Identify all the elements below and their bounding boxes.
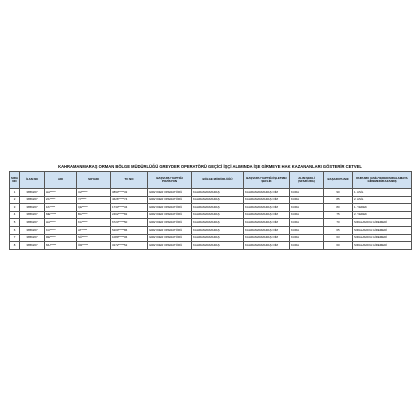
cell-tc-no: 1733*****34: [111, 204, 148, 212]
cell-pozisyon: GREYDER OPERATÖRÜ: [148, 211, 192, 219]
table-row: [10, 226, 412, 234]
cell-sira-no: 8: [10, 242, 20, 250]
cell-durumu: 2. ASİL: [353, 196, 412, 204]
cell-pozisyon: GREYDER OPERATÖRÜ: [148, 189, 192, 197]
header-durumu: DURUMU (ASİL/YEDEK/SIRALAMAYA GİREMEDİ/KAZANDI): [353, 172, 412, 189]
header-basari-puani: BAŞARI PUANI: [324, 172, 353, 189]
header-bolge-mudurlugu: BÖLGE MÜDÜRLÜĞÜ: [192, 172, 244, 189]
cell-soyadi: ÇE*****: [77, 204, 111, 212]
cell-pozisyon: GREYDER OPERATÖRÜ: [148, 226, 192, 234]
cell-isletme-seflik: KAHRAMANMARAŞ OİM: [244, 234, 290, 242]
cell-adi: KU*****: [45, 226, 77, 234]
table-row: [10, 211, 412, 219]
cell-soyadi: ÖR*****: [77, 242, 111, 250]
cell-alim-sekli: KURA: [290, 204, 324, 212]
table-header-row: [10, 172, 412, 189]
cell-alim-sekli: KURA: [290, 234, 324, 242]
cell-ilan-no: 3856267: [20, 242, 45, 250]
cell-tc-no: 3893*****32: [111, 189, 148, 197]
cell-sira-no: 4: [10, 211, 20, 219]
cell-durumu: 1. YEDEK: [353, 204, 412, 212]
cell-pozisyon: GREYDER OPERATÖRÜ: [148, 219, 192, 227]
cell-bolge-mudurlugu: KAHRAMANMARAŞ: [192, 242, 244, 250]
cell-bolge-mudurlugu: KAHRAMANMARAŞ: [192, 196, 244, 204]
cell-basari-puani: 85: [324, 196, 353, 204]
cell-durumu: SIRALAMAYA GİREMEDİ: [353, 219, 412, 227]
cell-ilan-no: 3856267: [20, 211, 45, 219]
cell-bolge-mudurlugu: KAHRAMANMARAŞ: [192, 211, 244, 219]
cell-adi: RE*****: [45, 234, 77, 242]
header-alim-sekli: ALIM ŞEKLİ (SFS/KURA): [290, 172, 324, 189]
cell-basari-puani: 70: [324, 219, 353, 227]
cell-sira-no: 5: [10, 219, 20, 227]
document-title: KAHRAMANMARAŞ ORMAN BÖLGE MÜDÜRLÜĞÜ GREYDER OPERATÖRÜ GEÇİCİ İŞÇİ ALIMINDA İŞE GİRMEYE HAK KAZANANLARI GÖSTERİR CETVEL: [58, 164, 362, 169]
cell-adi: FA*****: [45, 204, 77, 212]
cell-isletme-seflik: KAHRAMANMARAŞ OİM: [244, 219, 290, 227]
cell-soyadi: SÜ*****: [77, 234, 111, 242]
cell-adi: ZA*****: [45, 196, 77, 204]
cell-pozisyon: GREYDER OPERATÖRÜ: [148, 204, 192, 212]
table-row: [10, 219, 412, 227]
cell-isletme-seflik: KAHRAMANMARAŞ OİM: [244, 196, 290, 204]
cell-tc-no: 2462*****82: [111, 211, 148, 219]
cell-durumu: 2. YEDEK: [353, 211, 412, 219]
cell-alim-sekli: KURA: [290, 219, 324, 227]
cell-soyadi: KA*****: [77, 219, 111, 227]
cell-basari-puani: 80: [324, 204, 353, 212]
cell-soyadi: AT*****: [77, 226, 111, 234]
cell-isletme-seflik: KAHRAMANMARAŞ OİM: [244, 226, 290, 234]
cell-durumu: SIRALAMAYA GİREMEDİ: [353, 242, 412, 250]
cell-adi: MU*****: [45, 242, 77, 250]
cell-alim-sekli: KURA: [290, 211, 324, 219]
cell-bolge-mudurlugu: KAHRAMANMARAŞ: [192, 234, 244, 242]
header-soyadi: SOYADI: [77, 172, 111, 189]
header-sira-no: SIRA NO: [10, 172, 20, 189]
cell-tc-no: 3272*****52: [111, 242, 148, 250]
cell-tc-no: 6723*****50: [111, 219, 148, 227]
cell-pozisyon: GREYDER OPERATÖRÜ: [148, 234, 192, 242]
cell-basari-puani: 63: [324, 234, 353, 242]
cell-alim-sekli: KURA: [290, 196, 324, 204]
cell-soyadi: BA*****: [77, 211, 111, 219]
cell-sira-no: 7: [10, 234, 20, 242]
header-ilan-no: İLAN NO: [20, 172, 45, 189]
cell-adi: HA*****: [45, 219, 77, 227]
header-isletme-seflik: BAŞVURU YAPTIĞI İŞLETME/ŞEFLİK: [244, 172, 290, 189]
cell-pozisyon: GREYDER OPERATÖRÜ: [148, 196, 192, 204]
cell-ilan-no: 3856267: [20, 226, 45, 234]
cell-tc-no: 4626*****74: [111, 196, 148, 204]
results-sheet: [9, 164, 411, 250]
cell-ilan-no: 3856267: [20, 196, 45, 204]
table-row: [10, 234, 412, 242]
cell-alim-sekli: KURA: [290, 242, 324, 250]
cell-sira-no: 3: [10, 204, 20, 212]
cell-bolge-mudurlugu: KAHRAMANMARAŞ: [192, 219, 244, 227]
header-pozisyon: BAŞVURU YAPTIĞI POZİSYON: [148, 172, 192, 189]
cell-adi: HA*****: [45, 189, 77, 197]
cell-isletme-seflik: KAHRAMANMARAŞ OİM: [244, 204, 290, 212]
cell-basari-puani: 75: [324, 211, 353, 219]
cell-bolge-mudurlugu: KAHRAMANMARAŞ: [192, 189, 244, 197]
cell-durumu: SIRALAMAYA GİREMEDİ: [353, 226, 412, 234]
cell-alim-sekli: KURA: [290, 226, 324, 234]
cell-durumu: 1. ASİL: [353, 189, 412, 197]
cell-ilan-no: 3856267: [20, 189, 45, 197]
cell-soyadi: UZ*****: [77, 189, 111, 197]
cell-pozisyon: GREYDER OPERATÖRÜ: [148, 242, 192, 250]
cell-basari-puani: 90: [324, 189, 353, 197]
cell-sira-no: 6: [10, 226, 20, 234]
table-row: [10, 189, 412, 197]
header-adi: ADI: [45, 172, 77, 189]
cell-bolge-mudurlugu: KAHRAMANMARAŞ: [192, 226, 244, 234]
cell-isletme-seflik: KAHRAMANMARAŞ OİM: [244, 189, 290, 197]
cell-basari-puani: 65: [324, 226, 353, 234]
cell-sira-no: 1: [10, 189, 20, 197]
header-tc-no: TC NO: [111, 172, 148, 189]
cell-ilan-no: 3856267: [20, 234, 45, 242]
cell-soyadi: YI*****: [77, 196, 111, 204]
cell-tc-no: 1089*****06: [111, 234, 148, 242]
cell-ilan-no: 3856267: [20, 219, 45, 227]
table-row: [10, 242, 412, 250]
cell-isletme-seflik: KAHRAMANMARAŞ OİM: [244, 242, 290, 250]
table-row: [10, 204, 412, 212]
cell-alim-sekli: KURA: [290, 189, 324, 197]
cell-bolge-mudurlugu: KAHRAMANMARAŞ: [192, 204, 244, 212]
results-table: [9, 171, 412, 250]
cell-ilan-no: 3856267: [20, 204, 45, 212]
cell-tc-no: 5200*****86: [111, 226, 148, 234]
cell-adi: ME*****: [45, 211, 77, 219]
table-row: [10, 196, 412, 204]
table-body: [10, 189, 412, 250]
cell-sira-no: 2: [10, 196, 20, 204]
cell-isletme-seflik: KAHRAMANMARAŞ OİM: [244, 211, 290, 219]
cell-basari-puani: 60: [324, 242, 353, 250]
cell-durumu: SIRALAMAYA GİREMEDİ: [353, 234, 412, 242]
